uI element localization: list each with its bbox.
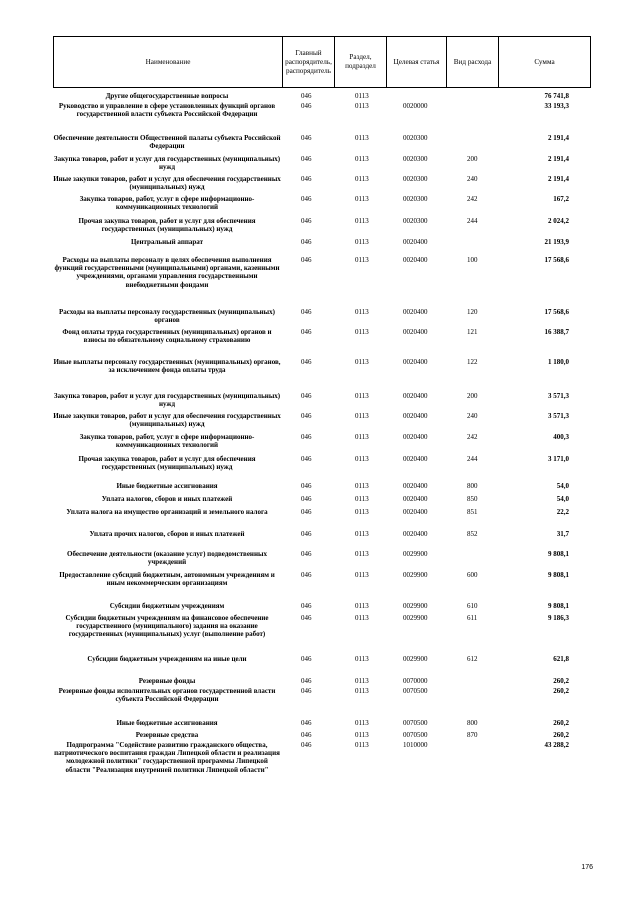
row-csr: 0020400 [403, 328, 428, 336]
row-csr: 0070500 [403, 731, 428, 739]
header-name: Наименование [145, 57, 191, 66]
row-vr: 242 [467, 433, 478, 441]
row-grbs: 046 [301, 102, 312, 110]
row-name: Иные закупки товаров, работ и услуг для обеспечения государственных (муниципальных) нужд [53, 175, 281, 192]
header-rzpr: Раздел, подраздел [334, 37, 386, 87]
row-name: Иные выплаты персоналу государственных (муниципальных) органов, за исключением фонда оплаты труда [53, 358, 281, 375]
row-rzpr: 0113 [355, 677, 369, 685]
row-rzpr: 0113 [355, 731, 369, 739]
row-grbs: 046 [301, 392, 312, 400]
row-rzpr: 0113 [355, 134, 369, 142]
row-csr: 0020400 [403, 392, 428, 400]
row-grbs: 046 [301, 571, 312, 579]
row-csr: 0070500 [403, 719, 428, 727]
row-sum: 54,0 [556, 495, 569, 503]
row-vr: 800 [467, 482, 478, 490]
row-grbs: 046 [301, 719, 312, 727]
row-rzpr: 0113 [355, 655, 369, 663]
row-name: Уплата налога на имущество организаций и земельного налога [66, 508, 268, 516]
row-sum: 2 024,2 [548, 217, 569, 225]
row-rzpr: 0113 [355, 455, 369, 463]
row-rzpr: 0113 [355, 256, 369, 264]
row-grbs: 046 [301, 550, 312, 558]
row-rzpr: 0113 [355, 102, 369, 110]
row-rzpr: 0113 [355, 530, 369, 538]
row-name: Субсидии бюджетным учреждениям [109, 602, 225, 610]
row-grbs: 046 [301, 731, 312, 739]
row-sum: 2 191,4 [548, 175, 569, 183]
row-sum: 3 571,3 [548, 412, 569, 420]
row-rzpr: 0113 [355, 238, 369, 246]
row-vr: 851 [467, 508, 478, 516]
row-csr: 0029900 [403, 602, 428, 610]
row-name: Закупка товаров, работ, услуг в сфере информационно-коммуникационных технологий [79, 433, 255, 450]
row-name: Иные бюджетные ассигнования [116, 719, 218, 727]
row-rzpr: 0113 [355, 550, 369, 558]
row-vr: 200 [467, 392, 478, 400]
row-grbs: 046 [301, 412, 312, 420]
row-csr: 0020300 [403, 155, 428, 163]
row-vr: 870 [467, 731, 478, 739]
row-grbs: 046 [301, 508, 312, 516]
row-name: Подпрограмма "Содействие развитию гражданского общества, патриотического воспитания граждан Липецкой области и реализация молодежной политики" государственной программы Липецкой области "Реализация внутренней политики Липецкой области" [54, 741, 280, 774]
row-name: Обеспечение деятельности Общественной палаты субъекта Российской Федерации [53, 134, 281, 151]
row-grbs: 046 [301, 195, 312, 203]
row-rzpr: 0113 [355, 741, 369, 749]
row-name: Резервные средства [135, 731, 199, 739]
row-grbs: 046 [301, 358, 312, 366]
row-sum: 167,2 [553, 195, 569, 203]
row-name: Расходы на выплаты персоналу государственных (муниципальных) органов [59, 308, 275, 325]
row-grbs: 046 [301, 602, 312, 610]
row-grbs: 046 [301, 155, 312, 163]
row-vr: 611 [467, 614, 478, 622]
row-rzpr: 0113 [355, 412, 369, 420]
row-name: Иные закупки товаров, работ и услуг для обеспечения государственных (муниципальных) нужд [53, 412, 281, 429]
row-grbs: 046 [301, 614, 312, 622]
row-csr: 0020300 [403, 217, 428, 225]
row-csr: 0020400 [403, 238, 428, 246]
row-sum: 1 180,0 [548, 358, 569, 366]
row-vr: 242 [467, 195, 478, 203]
table-header [53, 36, 591, 88]
row-csr: 0020300 [403, 175, 428, 183]
header-csr: Целевая статья [386, 37, 446, 87]
row-sum: 33 193,3 [544, 102, 569, 110]
row-grbs: 046 [301, 741, 312, 749]
row-csr: 0020400 [403, 412, 428, 420]
row-grbs: 046 [301, 455, 312, 463]
row-vr: 121 [467, 328, 478, 336]
row-vr: 244 [467, 455, 478, 463]
row-sum: 3 171,0 [548, 455, 569, 463]
row-name: Резервные фонды исполнительных органов государственной власти субъекта Российской Федерации [58, 687, 276, 704]
row-csr: 0029900 [403, 550, 428, 558]
row-csr: 0020000 [403, 102, 428, 110]
row-sum: 400,3 [553, 433, 569, 441]
row-rzpr: 0113 [355, 308, 369, 316]
row-name: Обеспечение деятельности (оказание услуг) подведомственных учреждений [67, 550, 267, 567]
row-csr: 0020400 [403, 308, 428, 316]
row-csr: 0020400 [403, 508, 428, 516]
row-vr: 800 [467, 719, 478, 727]
row-name: Прочая закупка товаров, работ и услуг для обеспечения государственных (муниципальных) нужд [78, 455, 256, 472]
row-grbs: 046 [301, 687, 312, 695]
row-sum: 17 568,6 [544, 308, 569, 316]
row-csr: 0029900 [403, 571, 428, 579]
row-grbs: 046 [301, 655, 312, 663]
row-name: Другие общегосударственные вопросы [105, 92, 229, 100]
row-rzpr: 0113 [355, 433, 369, 441]
row-vr: 240 [467, 175, 478, 183]
row-rzpr: 0113 [355, 92, 369, 100]
row-sum: 2 191,4 [548, 155, 569, 163]
row-name: Центральный аппарат [130, 238, 204, 246]
row-rzpr: 0113 [355, 508, 369, 516]
row-rzpr: 0113 [355, 155, 369, 163]
row-grbs: 046 [301, 495, 312, 503]
row-sum: 260,2 [553, 677, 569, 685]
row-rzpr: 0113 [355, 571, 369, 579]
row-vr: 852 [467, 530, 478, 538]
row-name: Уплата прочих налогов, сборов и иных платежей [89, 530, 245, 538]
row-grbs: 046 [301, 482, 312, 490]
row-rzpr: 0113 [355, 175, 369, 183]
row-csr: 0070500 [403, 687, 428, 695]
row-rzpr: 0113 [355, 614, 369, 622]
row-name: Закупка товаров, работ и услуг для государственных (муниципальных) нужд [53, 392, 281, 409]
row-sum: 9 808,1 [548, 602, 569, 610]
row-csr: 0020400 [403, 530, 428, 538]
row-sum: 9 808,1 [548, 550, 569, 558]
row-csr: 0020400 [403, 256, 428, 264]
row-grbs: 046 [301, 530, 312, 538]
row-vr: 612 [467, 655, 478, 663]
row-grbs: 046 [301, 308, 312, 316]
row-name: Фонд оплаты труда государственных (муниципальных) органов и взносы по обязательному социальному страхованию [62, 328, 272, 345]
row-sum: 22,2 [556, 508, 569, 516]
row-rzpr: 0113 [355, 195, 369, 203]
row-sum: 621,8 [553, 655, 569, 663]
row-csr: 0029900 [403, 655, 428, 663]
row-csr: 1010000 [403, 741, 428, 749]
row-name: Иные бюджетные ассигнования [116, 482, 218, 490]
row-rzpr: 0113 [355, 687, 369, 695]
header-sum: Сумма [498, 37, 590, 87]
row-name: Закупка товаров, работ, услуг в сфере информационно-коммуникационных технологий [79, 195, 255, 212]
row-sum: 260,2 [553, 719, 569, 727]
row-vr: 240 [467, 412, 478, 420]
row-sum: 43 288,2 [544, 741, 569, 749]
header-vr: Вид расхода [446, 37, 498, 87]
row-vr: 122 [467, 358, 478, 366]
row-sum: 260,2 [553, 731, 569, 739]
row-name: Расходы на выплаты персоналу в целях обеспечения выполнения функций государственными (муниципальными) органами, казенными учреждениями, органами управления государственными внебюджетными фондами [54, 256, 280, 289]
row-grbs: 046 [301, 256, 312, 264]
row-csr: 0020400 [403, 358, 428, 366]
row-csr: 0020300 [403, 195, 428, 203]
row-grbs: 046 [301, 175, 312, 183]
row-grbs: 046 [301, 217, 312, 225]
row-vr: 244 [467, 217, 478, 225]
row-grbs: 046 [301, 328, 312, 336]
row-name: Закупка товаров, работ и услуг для государственных (муниципальных) нужд [53, 155, 281, 172]
row-sum: 9 186,3 [548, 614, 569, 622]
row-csr: 0020400 [403, 433, 428, 441]
row-rzpr: 0113 [355, 358, 369, 366]
row-sum: 2 191,4 [548, 134, 569, 142]
row-rzpr: 0113 [355, 217, 369, 225]
row-grbs: 046 [301, 134, 312, 142]
row-vr: 850 [467, 495, 478, 503]
row-sum: 16 388,7 [544, 328, 569, 336]
row-grbs: 046 [301, 238, 312, 246]
row-rzpr: 0113 [355, 328, 369, 336]
row-rzpr: 0113 [355, 482, 369, 490]
row-csr: 0029900 [403, 614, 428, 622]
row-sum: 21 193,9 [544, 238, 569, 246]
row-vr: 200 [467, 155, 478, 163]
row-name: Резервные фонды [138, 677, 196, 685]
row-sum: 76 741,8 [544, 92, 569, 100]
row-name: Субсидии бюджетным учреждениям на иные цели [87, 655, 247, 663]
row-grbs: 046 [301, 92, 312, 100]
row-csr: 0020400 [403, 482, 428, 490]
row-csr: 0070000 [403, 677, 428, 685]
row-csr: 0020400 [403, 455, 428, 463]
row-grbs: 046 [301, 433, 312, 441]
row-grbs: 046 [301, 677, 312, 685]
row-vr: 100 [467, 256, 478, 264]
row-rzpr: 0113 [355, 719, 369, 727]
row-name: Руководство и управление в сфере установленных функций органов государственной власти субъекта Российской Федерации [58, 102, 276, 119]
row-vr: 610 [467, 602, 478, 610]
row-name: Субсидии бюджетным учреждениям на финансовое обеспечение государственного (муниципального) задания на оказание государственных (муниципальных) услуг (выполнение работ) [65, 614, 269, 639]
row-rzpr: 0113 [355, 495, 369, 503]
page-number: 176 [581, 864, 593, 871]
row-sum: 3 571,3 [548, 392, 569, 400]
row-sum: 31,7 [556, 530, 569, 538]
row-sum: 260,2 [553, 687, 569, 695]
row-csr: 0020400 [403, 495, 428, 503]
row-sum: 17 568,6 [544, 256, 569, 264]
row-csr: 0020300 [403, 134, 428, 142]
row-vr: 600 [467, 571, 478, 579]
row-name: Предоставление субсидий бюджетным, автономным учреждениям и иным некоммерческим организациям [59, 571, 275, 588]
row-vr: 120 [467, 308, 478, 316]
row-name: Уплата налогов, сборов и иных платежей [101, 495, 233, 503]
row-rzpr: 0113 [355, 392, 369, 400]
row-sum: 54,0 [556, 482, 569, 490]
row-rzpr: 0113 [355, 602, 369, 610]
header-grbs: Главный распорядитель, распорядитель [282, 37, 334, 87]
row-sum: 9 808,1 [548, 571, 569, 579]
row-name: Прочая закупка товаров, работ и услуг для обеспечения государственных (муниципальных) нужд [78, 217, 256, 234]
